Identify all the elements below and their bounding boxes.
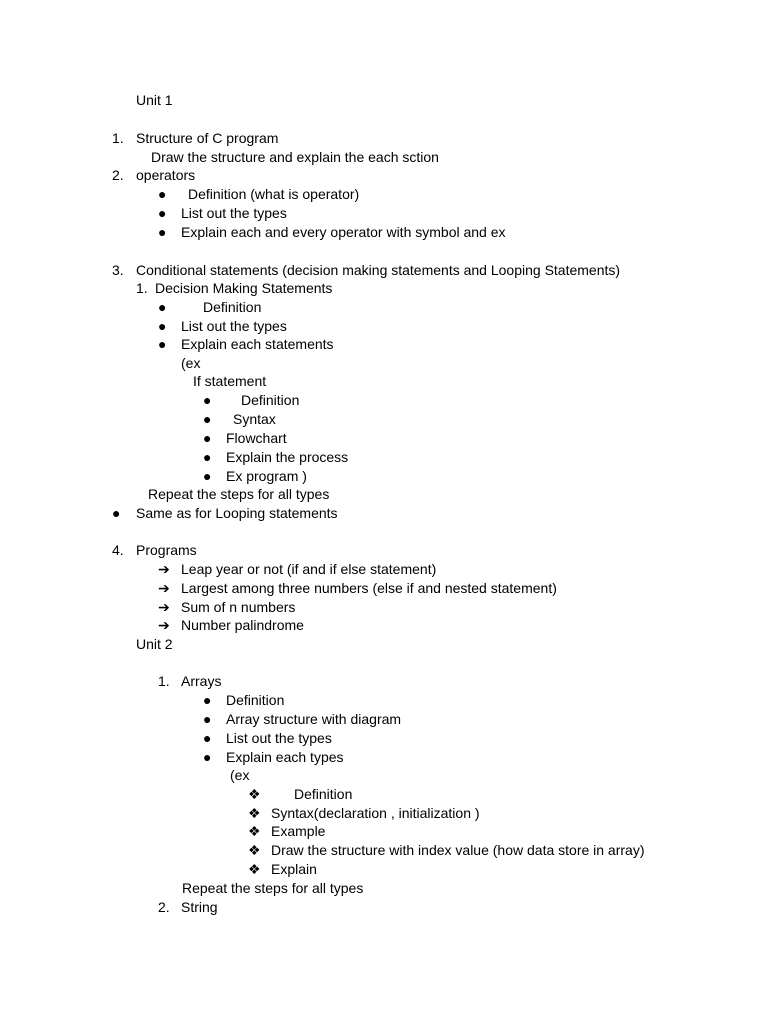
bullet-icon: ● xyxy=(203,711,212,727)
unit1-item1-detail: Draw the structure and explain the each sction xyxy=(151,149,439,165)
list-item: Definition xyxy=(203,299,262,315)
bullet-icon: ● xyxy=(112,505,121,521)
unit2-item1-number: 1. xyxy=(158,673,170,689)
unit2-item1-title: Arrays xyxy=(181,673,222,689)
list-item: Example xyxy=(271,823,326,839)
diamond-icon: ❖ xyxy=(248,823,261,839)
arrow-icon: ➔ xyxy=(158,617,170,633)
list-item: Draw the structure with index value (how data store in array) xyxy=(271,842,645,858)
list-item: Flowchart xyxy=(226,430,287,446)
unit1-item1-title: Structure of C program xyxy=(136,130,279,146)
list-item: Number palindrome xyxy=(181,617,304,633)
unit1-item3-title: Conditional statements (decision making statements and Looping Statements) xyxy=(136,262,621,278)
bullet-icon: ● xyxy=(158,299,167,315)
bullet-icon: ● xyxy=(203,449,212,465)
list-item: Definition (what is operator) xyxy=(188,186,360,202)
example-open: (ex xyxy=(181,355,201,371)
unit1-item2-title: operators xyxy=(136,167,196,183)
bullet-icon: ● xyxy=(203,730,212,746)
example-open: (ex xyxy=(230,767,250,783)
list-item: Definition xyxy=(294,786,353,802)
list-item: Explain the process xyxy=(226,449,349,465)
arrow-icon: ➔ xyxy=(158,580,170,596)
list-item: Definition xyxy=(226,692,285,708)
list-item: Leap year or not (if and if else statement) xyxy=(181,561,437,577)
unit1-item2-number: 2. xyxy=(112,167,124,183)
unit1-item1-number: 1. xyxy=(112,130,124,146)
unit1-item3-sub-number: 1. xyxy=(136,280,148,296)
list-item: Explain each and every operator with symbol and ex xyxy=(181,224,506,240)
bullet-icon: ● xyxy=(158,224,167,240)
diamond-icon: ❖ xyxy=(248,786,261,802)
unit1-heading: Unit 1 xyxy=(136,92,173,108)
unit1-item3-sub-title: Decision Making Statements xyxy=(155,280,333,296)
unit2-item2-number: 2. xyxy=(158,899,170,915)
diamond-icon: ❖ xyxy=(248,805,261,821)
list-item: Explain xyxy=(271,861,317,877)
bullet-icon: ● xyxy=(203,749,212,765)
bullet-icon: ● xyxy=(203,392,212,408)
list-item: Ex program ) xyxy=(226,468,307,484)
list-item: Explain each types xyxy=(226,749,344,765)
repeat-note: Repeat the steps for all types xyxy=(148,486,330,502)
list-item: Array structure with diagram xyxy=(226,711,402,727)
list-item: List out the types xyxy=(181,318,287,334)
list-item: Sum of n numbers xyxy=(181,599,296,615)
list-item: Syntax xyxy=(233,411,276,427)
arrow-icon: ➔ xyxy=(158,599,170,615)
bullet-icon: ● xyxy=(203,411,212,427)
bullet-icon: ● xyxy=(158,318,167,334)
list-item: Definition xyxy=(241,392,300,408)
looping-note: Same as for Looping statements xyxy=(136,505,338,521)
unit1-item4-title: Programs xyxy=(136,542,197,558)
bullet-icon: ● xyxy=(158,205,167,221)
list-item: List out the types xyxy=(226,730,332,746)
bullet-icon: ● xyxy=(203,430,212,446)
repeat-note: Repeat the steps for all types xyxy=(182,880,364,896)
unit2-item2-title: String xyxy=(181,899,218,915)
if-statement-title: If statement xyxy=(193,373,267,389)
bullet-icon: ● xyxy=(203,468,212,484)
unit2-heading: Unit 2 xyxy=(136,636,173,652)
diamond-icon: ❖ xyxy=(248,861,261,877)
list-item: Syntax(declaration , initialization ) xyxy=(271,805,480,821)
arrow-icon: ➔ xyxy=(158,561,170,577)
unit1-item4-number: 4. xyxy=(112,542,124,558)
unit1-item3-number: 3. xyxy=(112,262,124,278)
bullet-icon: ● xyxy=(158,336,167,352)
list-item: List out the types xyxy=(181,205,287,221)
list-item: Largest among three numbers (else if and nested statement) xyxy=(181,580,557,596)
list-item: Explain each statements xyxy=(181,336,334,352)
bullet-icon: ● xyxy=(158,186,167,202)
diamond-icon: ❖ xyxy=(248,842,261,858)
bullet-icon: ● xyxy=(203,692,212,708)
